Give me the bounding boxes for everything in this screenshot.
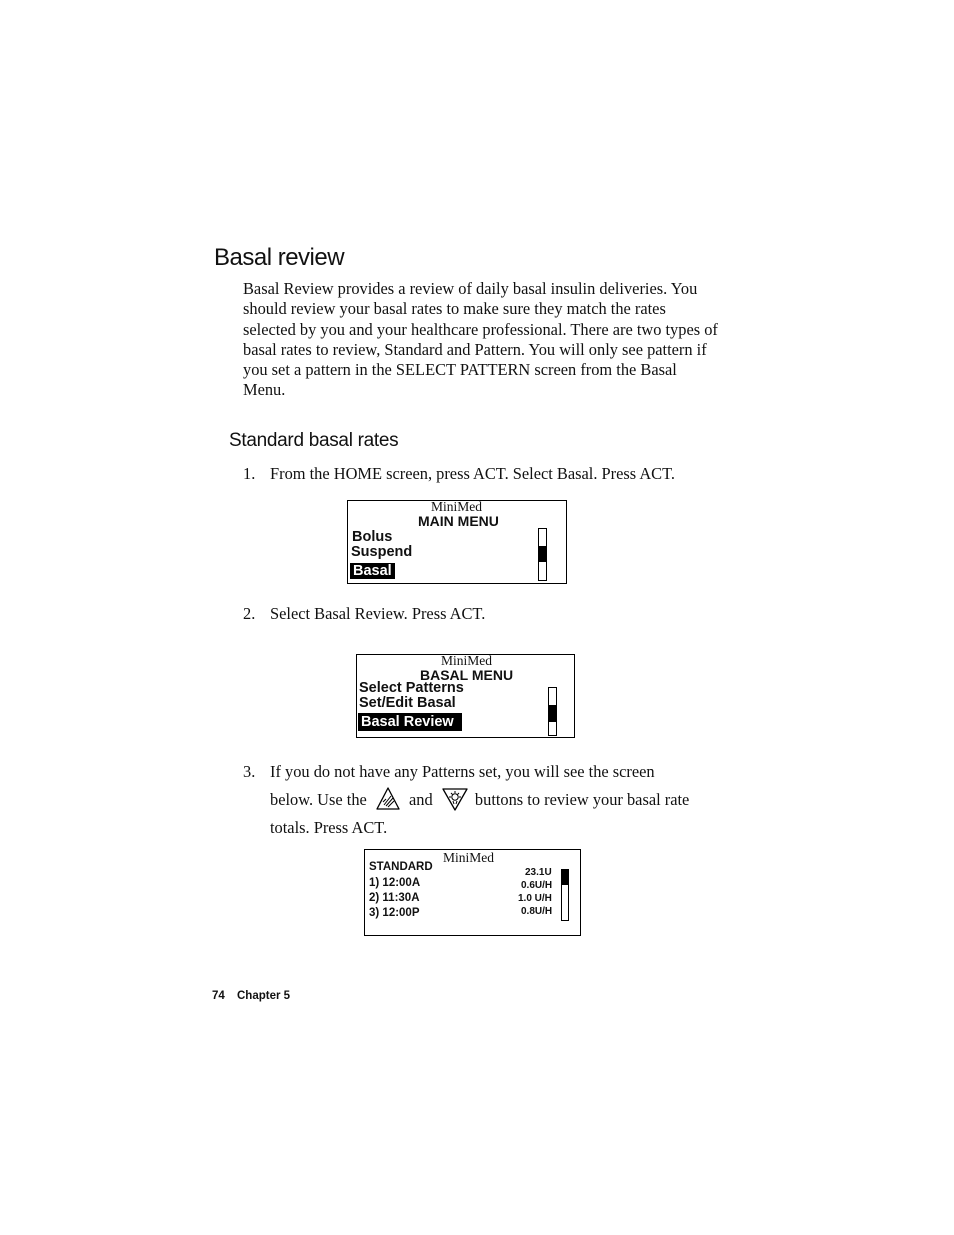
subsection-title: Standard basal rates — [229, 430, 399, 451]
schedule-row-2-time: 2) 11:30A — [369, 892, 420, 904]
scrollbar — [548, 687, 557, 736]
menu-item-bolus: Bolus — [352, 529, 393, 545]
step-text: below. Use the — [270, 789, 367, 809]
scrollbar-thumb — [539, 546, 546, 562]
menu-item-suspend: Suspend — [351, 544, 413, 560]
scrollbar-thumb — [549, 705, 556, 722]
schedule-row-3-time: 3) 12:00P — [369, 907, 420, 919]
scrollbar — [538, 528, 547, 581]
step-number: 1. — [243, 464, 256, 483]
screen-title-standard: STANDARD — [369, 861, 433, 873]
brand-label: MiniMed — [443, 850, 495, 865]
step-number: 3. — [243, 762, 256, 781]
step-text: Select Basal Review. Press ACT. — [270, 604, 486, 623]
step-text: If you do not have any Patterns set, you will see the screen — [270, 762, 655, 781]
menu-item-basal-review-selected: Basal Review — [358, 713, 462, 731]
step-text: totals. Press ACT. — [270, 818, 388, 837]
daily-total: 23.1U — [525, 867, 552, 878]
step-3-line-2 — [270, 788, 689, 814]
page-number: 74 — [212, 990, 225, 1002]
step-text: buttons to review your basal rate — [474, 789, 690, 809]
step-text: From the HOME screen, press ACT. Select Basal. Press ACT. — [270, 464, 676, 483]
step-text: and — [409, 789, 433, 809]
pump-screen-basal-menu — [356, 654, 575, 738]
chapter-label: Chapter 5 — [237, 990, 291, 1002]
down-arrow-button-icon — [441, 786, 467, 812]
brand-label: MiniMed — [441, 653, 493, 668]
step-3-line-3 — [270, 818, 387, 838]
pump-screen-main-menu — [347, 500, 567, 584]
schedule-row-2-rate: 1.0 U/H — [518, 893, 552, 904]
menu-item-set-edit-basal: Set/Edit Basal — [359, 695, 456, 711]
schedule-row-1-time: 1) 12:00A — [369, 877, 421, 889]
scrollbar — [561, 869, 569, 921]
menu-title: BASAL MENU — [420, 667, 514, 683]
menu-item-basal-selected: Basal — [350, 563, 395, 579]
menu-title: MAIN MENU — [418, 513, 499, 529]
pump-screen-standard-review — [364, 849, 581, 936]
brand-label: MiniMed — [431, 499, 483, 514]
menu-item-select-patterns: Select Patterns — [359, 680, 464, 696]
scrollbar-thumb — [562, 870, 568, 885]
step-number: 2. — [243, 604, 256, 623]
intro-paragraph: Basal Review provides a review of daily basal insulin deliveries. You should review your basal rates to make sure they match the rates selected by you and your healthcare professional. There are two types of basal rates to review, Standard and Pattern. You will only see pattern if you set a pattern in the SELECT PATTERN screen from the Basal Menu. — [243, 279, 718, 400]
section-title: Basal review — [214, 244, 345, 271]
up-arrow-button-icon — [375, 786, 401, 812]
schedule-row-1-rate: 0.6U/H — [521, 880, 553, 891]
schedule-row-3-rate: 0.8U/H — [521, 906, 553, 917]
